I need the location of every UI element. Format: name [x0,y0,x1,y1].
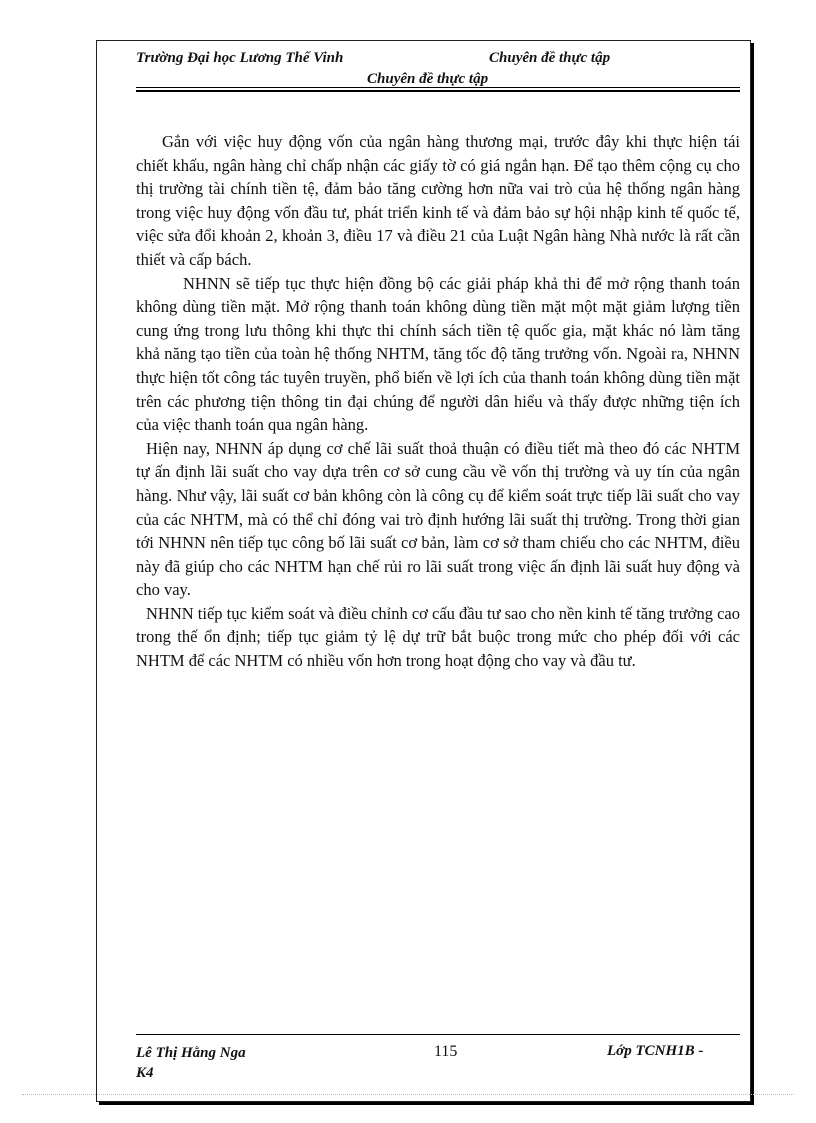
header-topic-right: Chuyên đề thực tập [489,50,611,66]
paragraph-4: NHNN tiếp tục kiểm soát và điều chỉnh cơ cấu đầu tư sao cho nền kinh tế tăng trưởng cao trong thế ổn định; tiếp tục giảm tỷ lệ dự trữ bắt buộc trong mức cho phép đối với các NHTM để các NHTM có nhiều vốn hơn trong hoạt động cho vay và đầu tư. [136,603,740,671]
footer-rule [136,1034,740,1035]
header-rule [136,87,740,88]
paragraph-1: Gắn với việc huy động vốn của ngân hàng thương mại, trước đây khi thực hiện tái chiết khấu, ngân hàng chỉ chấp nhận các giấy tờ có giá ngắn hạn. Để tạo thêm cộng cụ cho thị trường tài chính tiền tệ, đảm bảo tăng cường hơn nữa vai trò của hệ thống ngân hàng trong việc huy động vốn đầu tư, phát triển kinh tế và đảm bảo sự hội nhập kinh tế quốc tế, việc sửa đổi khoản 2, khoản 3, điều 17 và điều 21 của Luật Ngân hàng Nhà nước là rất cần thiết và cấp bách. [136,132,740,269]
footer-author-k: K4 [136,1065,154,1081]
footer-author-name: Lê Thị Hằng Nga [136,1045,246,1061]
page-number: 115 [434,1043,458,1060]
paragraph-3: Hiện nay, NHNN áp dụng cơ chế lãi suất thoả thuận có điều tiết mà theo đó các NHTM tự ấn định lãi suất cho vay dựa trên cơ sở cung cầu về vốn thị trường và uy tín của ngân hàng. Như vậy, lãi suất cơ bản không còn là công cụ để kiểm soát trực tiếp lãi suất cho vay của các NHTM, mà có thể chỉ đóng vai trò định hướng lãi suất thị trường. Trong thời gian tới NHNN nên tiếp tục công bố lãi suất cơ bản, làm cơ sở tham chiếu cho các NHTM, điều này đã giúp cho các NHTM hạn chế rủi ro lãi suất trong việc ấn định lãi suất huy động và cho vay. [136,438,740,600]
footer-class: Lớp TCNH1B - [607,1043,704,1059]
header-school: Trường Đại học Lương Thế Vinh [136,50,344,66]
header-rule-thick [136,90,740,92]
footer-author [136,1043,246,1083]
paragraph-2: NHNN sẽ tiếp tục thực hiện đồng bộ các giải pháp khả thi để mở rộng thanh toán không dùng tiền mặt. Mở rộng thanh toán không dùng tiền mặt một mặt giảm lượng tiền cung ứng trong lưu thông khi thực thi chính sách tiền tệ quốc gia, mặt khác nó làm tăng khả năng tạo tiền của toàn hệ thống NHTM, tăng tốc độ tăng trưởng vốn. Ngoài ra, NHNN thực hiện tốt công tác tuyên truyền, phổ biến về lợi ích của thanh toán không dùng tiền mặt trên các phương tiện thông tin đại chúng để người dân hiểu và thấy được những tiện ích của việc thanh toán qua ngân hàng. [136,273,740,435]
page-bottom-dotted-line [22,1094,794,1095]
header-topic-center: Chuyên đề thực tập [367,71,489,87]
document-body [136,130,740,673]
